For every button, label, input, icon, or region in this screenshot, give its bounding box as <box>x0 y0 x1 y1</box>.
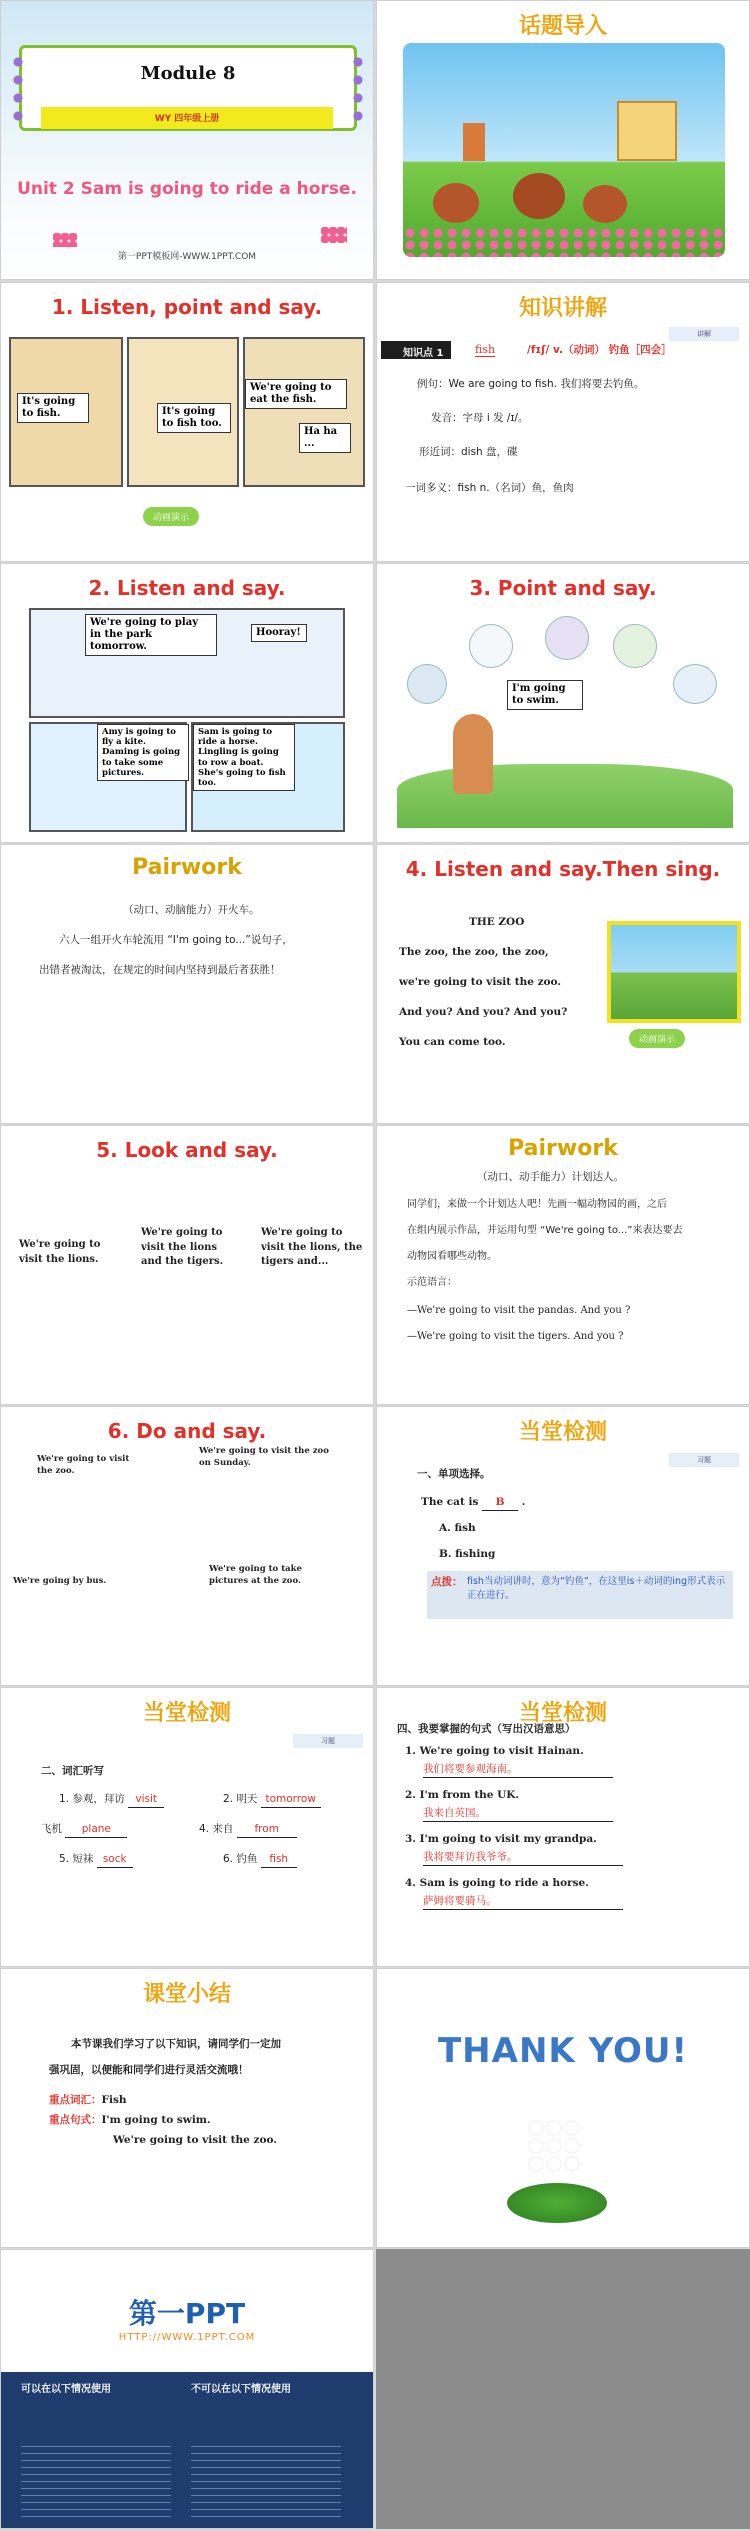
slide-title: 2. Listen and say. <box>88 576 286 600</box>
tip-label: 点拨： <box>431 1576 463 1588</box>
activity-line: 在组内展示作品，并运用句型 “We're going to...”来表达要去 <box>407 1225 683 1236</box>
slide-title: 当堂检测 <box>518 1420 607 1445</box>
football-icon <box>469 624 513 668</box>
activity-line: 示范语言： <box>407 1277 457 1288</box>
slide-quiz-3[interactable] <box>376 1687 750 1967</box>
speech-bubble: We're going to play in the park tomorrow. <box>85 614 217 656</box>
sentence: 2. I'm from the UK. <box>405 1789 520 1801</box>
answer-blank[interactable]: plane <box>65 1822 127 1838</box>
pronunciation: 发音：字母 i 发 /ɪ/。 <box>431 412 529 424</box>
plane-icon <box>673 664 717 704</box>
caption: We're going to take pictures at the zoo. <box>209 1564 302 1587</box>
slide-title: 课堂小结 <box>142 1982 231 2007</box>
edition-label: WY 四年级上册 <box>154 114 220 124</box>
slide-cover[interactable] <box>0 0 374 280</box>
windmill-icon <box>463 123 485 161</box>
activity-line: （动口、动手能力）计划达人。 <box>477 1171 624 1183</box>
answer-blank[interactable]: B <box>482 1495 518 1511</box>
sentence: 3. I'm going to visit my grandpa. <box>405 1833 597 1845</box>
link-list <box>191 2440 341 2520</box>
comic-panel-3 <box>243 337 365 487</box>
question-heading: 一、单项选择。 <box>417 1468 491 1480</box>
usage-allowed-heading: 可以在以下情况使用 <box>21 2384 111 2395</box>
slide-listen-sing[interactable] <box>376 844 750 1124</box>
slide-listen-point-say[interactable] <box>0 282 374 562</box>
grass-icon <box>507 2183 607 2223</box>
activity-line: 动物园看哪些动物。 <box>407 1251 497 1262</box>
slide-title: 4. Listen and say.Then sing. <box>405 857 721 881</box>
activity-line: （动口、动脑能力）开火车。 <box>123 904 260 916</box>
caption: We're going to visit the lions. <box>19 1239 101 1265</box>
horse-rider-icon <box>433 183 479 223</box>
similar-word: 形近词：dish 盘，碟 <box>419 446 518 458</box>
vocab-item: 2. 明天 tomorrow <box>223 1792 321 1808</box>
translation[interactable]: 我将要拜访我爷爷。 <box>423 1850 623 1866</box>
book-icon <box>545 616 589 660</box>
sentence: 4. Sam is going to ride a horse. <box>405 1877 589 1889</box>
vocab-item: 4. 来自 from <box>199 1822 297 1838</box>
translation[interactable]: 我来自英国。 <box>423 1806 613 1822</box>
song-line: we're going to visit the zoo. <box>399 976 562 988</box>
flower-icon <box>527 2119 583 2175</box>
usage-forbidden-heading: 不可以在以下情况使用 <box>191 2384 291 2395</box>
activity-line: —We're going to visit the tigers. And you ? <box>407 1331 624 1342</box>
slide-thank-you[interactable] <box>376 1968 750 2248</box>
activity-line: 同学们，来做一个计划达人吧！先画一幅动物园的画，之后 <box>407 1199 667 1210</box>
translation[interactable]: 我们将要参观海南。 <box>423 1762 613 1778</box>
brand-logo: 第一PPT <box>128 2297 246 2330</box>
link-list <box>21 2440 171 2520</box>
question-heading: 四、我要掌握的句式（写出汉语意思） <box>397 1723 576 1735</box>
caption: We're going to visit the lions and the tigers. <box>141 1227 224 1267</box>
key-word: fish <box>475 343 496 356</box>
caption: We're going to visit the zoo. <box>37 1454 130 1477</box>
slide-tag: 讲解 <box>669 327 739 341</box>
slide-title: 5. Look and say. <box>96 1138 278 1162</box>
example-sentence: 例句：We are going to fish. 我们将要去钓鱼。 <box>417 378 645 390</box>
horse-rider-icon <box>583 185 627 223</box>
scene-illustration <box>403 43 725 257</box>
slide-quiz-2[interactable] <box>0 1687 374 1967</box>
slide-title: 6. Do and say. <box>107 1419 267 1443</box>
left-dots <box>11 53 25 123</box>
activity-line: —We're going to visit the pandas. And you ? <box>407 1305 631 1316</box>
key-sentence-row: 重点句式：I'm going to swim. <box>49 2114 211 2126</box>
computer-icon <box>613 624 657 668</box>
answer-blank[interactable]: sock <box>97 1852 133 1868</box>
boy-icon <box>453 714 493 794</box>
animation-button[interactable]: 动画演示 <box>143 507 199 526</box>
question-heading: 二、词汇听写 <box>41 1765 104 1777</box>
speech-bubble: We're going to eat the fish. <box>245 379 347 409</box>
answer-blank[interactable]: visit <box>128 1792 164 1808</box>
caption: We're going by bus. <box>13 1576 107 1586</box>
caption: We're going to visit the lions, the tigers and... <box>261 1227 363 1267</box>
option-a[interactable]: A. fish <box>439 1522 476 1534</box>
summary-line: 本节课我们学习了以下知识，请同学们一定加 <box>71 2038 281 2050</box>
answer-blank[interactable]: from <box>237 1822 297 1838</box>
slide-knowledge[interactable] <box>376 282 750 562</box>
tip-text: fish当动词讲时，意为“钓鱼”，在这里is＋动词的ing形式表示正在进行。 <box>467 1576 726 1601</box>
slide-title: Pairwork <box>132 855 242 880</box>
caption: We're going to visit the zoo on Sunday. <box>199 1446 329 1469</box>
speech-bubble: Hooray! <box>251 624 307 642</box>
zoo-video-thumbnail[interactable] <box>607 921 741 1023</box>
song-title: THE ZOO <box>469 916 525 928</box>
option-b[interactable]: B. fishing <box>439 1548 496 1560</box>
translation[interactable]: 萨姆将要骑马。 <box>423 1894 623 1910</box>
brand-url[interactable]: HTTP://WWW.1PPT.COM <box>118 2332 256 2343</box>
animation-button[interactable]: 动画演示 <box>629 1029 685 1048</box>
flowers-icon <box>403 227 725 257</box>
right-dots <box>351 53 365 123</box>
sentence: 1. We're going to visit Hainan. <box>405 1745 584 1757</box>
slide-tag: 习题 <box>293 1734 363 1748</box>
unit-title: Unit 2 Sam is going to ride a horse. <box>17 179 357 199</box>
slide-quiz-1[interactable] <box>376 1406 750 1686</box>
speech-bubble: Ha ha ... <box>299 423 351 453</box>
vocab-item: 飞机 plane <box>41 1822 127 1838</box>
vocab-item: 5. 短袜 sock <box>59 1852 133 1868</box>
speech-bubble: Sam is going to ride a horse. Lingling is going to row a boat. She's going to fish too. <box>193 724 295 791</box>
slide-pairwork-1[interactable] <box>0 844 374 1124</box>
slide-title: 当堂检测 <box>518 1701 607 1726</box>
speech-bubble: Amy is going to fly a kite. Daming is going to take some pictures. <box>97 724 189 781</box>
song-line: The zoo, the zoo, the zoo, <box>399 946 549 958</box>
slide-tag: 习题 <box>669 1453 739 1467</box>
answer-blank[interactable]: tomorrow <box>261 1792 321 1808</box>
slide-do-say[interactable] <box>0 1406 374 1686</box>
stem-text: The cat is <box>421 1496 479 1508</box>
horse-rider-icon <box>513 173 565 219</box>
slide-listen-say[interactable] <box>0 563 374 843</box>
speech-bubble: It's going to fish. <box>17 393 89 423</box>
slide-title: 3. Point and say. <box>469 576 657 600</box>
template-footer: 第一PPT模板网-WWW.1PPT.COM <box>117 252 257 262</box>
summary-line: 强巩固，以便能和同学们进行灵活交流哦！ <box>49 2064 249 2076</box>
ground <box>397 764 733 828</box>
slide-title: 话题导入 <box>518 14 607 39</box>
hat-icon <box>407 664 447 704</box>
empty-slot <box>376 2249 750 2529</box>
speech-bubble: I'm going to swim. <box>507 680 583 710</box>
word-phonetics: /fɪʃ/ v.（动词） 钓鱼［四会］ <box>527 344 672 356</box>
song-line: And you? And you? And you? <box>399 1006 568 1018</box>
song-line: You can come too. <box>399 1036 506 1048</box>
key-sentence-2: We're going to visit the zoo. <box>113 2134 277 2146</box>
flower-icon <box>53 233 77 247</box>
question-stem: The cat is B . <box>421 1495 525 1511</box>
slide-title: 1. Listen, point and say. <box>51 295 323 319</box>
answer-blank[interactable]: fish <box>261 1852 297 1868</box>
polysemy: 一词多义：fish n.（名词）鱼，鱼肉 <box>405 482 574 494</box>
slide-pairwork-2[interactable] <box>376 1125 750 1405</box>
slide-title: 知识讲解 <box>518 296 607 321</box>
flower-icon <box>321 227 347 243</box>
slide-title: 当堂检测 <box>142 1701 231 1726</box>
slide-template-info[interactable] <box>0 2249 374 2529</box>
slide-summary[interactable] <box>0 1968 374 2248</box>
slide-topic-intro[interactable] <box>376 0 750 280</box>
speech-bubble: It's going to fish too. <box>157 403 231 433</box>
vocab-item: 6. 钓鱼 fish <box>223 1852 297 1868</box>
slide-look-say[interactable] <box>0 1125 374 1405</box>
vocab-item: 1. 参观，拜访 visit <box>59 1792 164 1808</box>
point-label-text: 知识点 1 <box>403 348 444 359</box>
key-vocab-row: 重点词汇：Fish <box>49 2094 127 2106</box>
activity-line: 出错者被淘汰，在规定的时间内坚持到最后者获胜！ <box>39 964 281 976</box>
activity-line: 六人一组开火车轮流用 “I'm going to...”说句子， <box>59 934 293 946</box>
slide-point-say[interactable] <box>376 563 750 843</box>
thank-you-text: THANK YOU! <box>437 2031 689 2071</box>
castle-icon <box>617 101 677 161</box>
slide-title: Pairwork <box>508 1136 618 1161</box>
module-title: Module 8 <box>140 63 236 84</box>
